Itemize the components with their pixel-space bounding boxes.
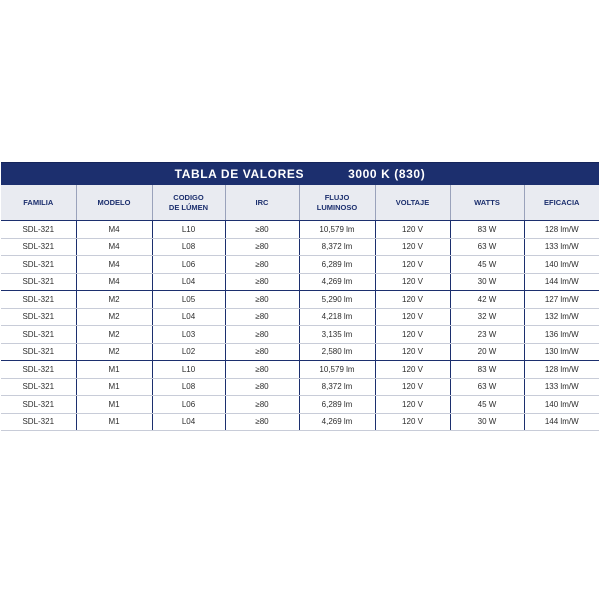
cell-voltaje: 120 V — [375, 326, 450, 344]
table-row — [1, 361, 599, 379]
cell-modelo: M1 — [76, 361, 152, 379]
cell-modelo: M1 — [76, 396, 152, 414]
cell-familia: SDL-321 — [1, 413, 76, 431]
cell-watts: 20 W — [450, 343, 524, 361]
cell-eficacia: 140 lm/W — [524, 396, 599, 414]
cell-flujo: 5,290 lm — [299, 291, 375, 309]
cell-modelo: M4 — [76, 256, 152, 274]
cell-watts: 30 W — [450, 413, 524, 431]
cell-flujo: 6,289 lm — [299, 256, 375, 274]
cell-voltaje: 120 V — [375, 343, 450, 361]
table-row — [1, 343, 599, 361]
header-line: WATTS — [474, 197, 500, 207]
header-line: CODIGO — [173, 192, 204, 202]
cell-flujo: 4,218 lm — [299, 308, 375, 326]
cell-voltaje: 120 V — [375, 361, 450, 379]
cell-irc: ≥80 — [225, 221, 299, 239]
cell-eficacia: 128 lm/W — [524, 361, 599, 379]
cell-eficacia: 130 lm/W — [524, 343, 599, 361]
cell-familia: SDL-321 — [1, 326, 76, 344]
cell-familia: SDL-321 — [1, 273, 76, 291]
cell-codigo: L10 — [152, 361, 225, 379]
cell-modelo: M1 — [76, 378, 152, 396]
header-line: FAMILIA — [23, 197, 54, 207]
cell-modelo: M4 — [76, 238, 152, 256]
cell-flujo: 4,269 lm — [299, 273, 375, 291]
header-voltaje — [375, 185, 450, 221]
header-row — [1, 185, 599, 221]
cell-watts: 83 W — [450, 221, 524, 239]
table-row — [1, 238, 599, 256]
cell-watts: 63 W — [450, 378, 524, 396]
cell-modelo: M2 — [76, 308, 152, 326]
header-modelo — [76, 185, 152, 221]
cell-codigo: L10 — [152, 221, 225, 239]
cell-modelo: M2 — [76, 326, 152, 344]
cell-familia: SDL-321 — [1, 361, 76, 379]
cell-voltaje: 120 V — [375, 238, 450, 256]
header-codigo-de-lumen — [152, 185, 225, 221]
cell-eficacia: 144 lm/W — [524, 413, 599, 431]
header-line: EFICACIA — [544, 197, 580, 207]
header-line: MODELO — [97, 197, 131, 207]
cell-flujo: 2,580 lm — [299, 343, 375, 361]
cell-eficacia: 132 lm/W — [524, 308, 599, 326]
header-line: FLUJO — [324, 192, 350, 202]
cell-familia: SDL-321 — [1, 291, 76, 309]
table-title: TABLA DE VALORES — [174, 167, 305, 181]
cell-modelo: M2 — [76, 291, 152, 309]
cell-codigo: L05 — [152, 291, 225, 309]
table-row — [1, 221, 599, 239]
cell-codigo: L08 — [152, 238, 225, 256]
cell-voltaje: 120 V — [375, 308, 450, 326]
header-line: VOLTAJE — [395, 197, 430, 207]
header-familia — [1, 185, 76, 221]
header-flujo-luminoso — [299, 185, 375, 221]
header-eficacia — [524, 185, 599, 221]
cell-voltaje: 120 V — [375, 291, 450, 309]
table-row — [1, 413, 599, 431]
cell-voltaje: 120 V — [375, 273, 450, 291]
cell-familia: SDL-321 — [1, 396, 76, 414]
cell-eficacia: 144 lm/W — [524, 273, 599, 291]
cell-watts: 45 W — [450, 396, 524, 414]
cell-irc: ≥80 — [225, 413, 299, 431]
cell-voltaje: 120 V — [375, 378, 450, 396]
table-row — [1, 256, 599, 274]
cell-codigo: L03 — [152, 326, 225, 344]
cell-codigo: L06 — [152, 396, 225, 414]
cell-familia: SDL-321 — [1, 238, 76, 256]
cell-voltaje: 120 V — [375, 221, 450, 239]
header-irc — [225, 185, 299, 221]
cell-irc: ≥80 — [225, 396, 299, 414]
cell-voltaje: 120 V — [375, 256, 450, 274]
cell-flujo: 4,269 lm — [299, 413, 375, 431]
cell-flujo: 8,372 lm — [299, 238, 375, 256]
table-title-bar — [1, 162, 599, 185]
table-row — [1, 396, 599, 414]
cell-watts: 23 W — [450, 326, 524, 344]
cell-watts: 63 W — [450, 238, 524, 256]
cell-flujo: 3,135 lm — [299, 326, 375, 344]
cell-irc: ≥80 — [225, 326, 299, 344]
header-line: IRC — [255, 197, 269, 207]
cell-flujo: 10,579 lm — [299, 221, 375, 239]
cell-codigo: L04 — [152, 308, 225, 326]
cell-irc: ≥80 — [225, 238, 299, 256]
values-table — [1, 185, 599, 431]
cell-familia: SDL-321 — [1, 343, 76, 361]
cell-irc: ≥80 — [225, 273, 299, 291]
table-row — [1, 326, 599, 344]
cell-watts: 30 W — [450, 273, 524, 291]
table-body — [1, 221, 599, 431]
cell-familia: SDL-321 — [1, 221, 76, 239]
cell-codigo: L04 — [152, 273, 225, 291]
cell-watts: 42 W — [450, 291, 524, 309]
header-line: LUMINOSO — [316, 202, 358, 212]
cell-eficacia: 128 lm/W — [524, 221, 599, 239]
cell-familia: SDL-321 — [1, 256, 76, 274]
cell-flujo: 6,289 lm — [299, 396, 375, 414]
cell-eficacia: 127 lm/W — [524, 291, 599, 309]
header-watts — [450, 185, 524, 221]
header-line: DE LÚMEN — [168, 202, 209, 212]
cell-codigo: L04 — [152, 413, 225, 431]
cell-irc: ≥80 — [225, 378, 299, 396]
table-row — [1, 291, 599, 309]
cell-eficacia: 133 lm/W — [524, 378, 599, 396]
cell-codigo: L06 — [152, 256, 225, 274]
cell-modelo: M1 — [76, 413, 152, 431]
cell-eficacia: 140 lm/W — [524, 256, 599, 274]
cell-eficacia: 133 lm/W — [524, 238, 599, 256]
cell-flujo: 10,579 lm — [299, 361, 375, 379]
cell-eficacia: 136 lm/W — [524, 326, 599, 344]
cell-irc: ≥80 — [225, 256, 299, 274]
cell-modelo: M4 — [76, 221, 152, 239]
cell-voltaje: 120 V — [375, 413, 450, 431]
cell-irc: ≥80 — [225, 361, 299, 379]
cell-voltaje: 120 V — [375, 396, 450, 414]
cell-irc: ≥80 — [225, 291, 299, 309]
cell-codigo: L08 — [152, 378, 225, 396]
cell-codigo: L02 — [152, 343, 225, 361]
table-row — [1, 273, 599, 291]
cell-irc: ≥80 — [225, 308, 299, 326]
table-row — [1, 308, 599, 326]
cell-irc: ≥80 — [225, 343, 299, 361]
cell-familia: SDL-321 — [1, 378, 76, 396]
table-header — [1, 185, 599, 221]
cell-watts: 45 W — [450, 256, 524, 274]
table-row — [1, 378, 599, 396]
cell-modelo: M2 — [76, 343, 152, 361]
cell-modelo: M4 — [76, 273, 152, 291]
table-subtitle: 3000 K (830) — [348, 167, 426, 181]
cell-watts: 83 W — [450, 361, 524, 379]
values-table-container — [1, 162, 599, 431]
cell-watts: 32 W — [450, 308, 524, 326]
cell-familia: SDL-321 — [1, 308, 76, 326]
cell-flujo: 8,372 lm — [299, 378, 375, 396]
